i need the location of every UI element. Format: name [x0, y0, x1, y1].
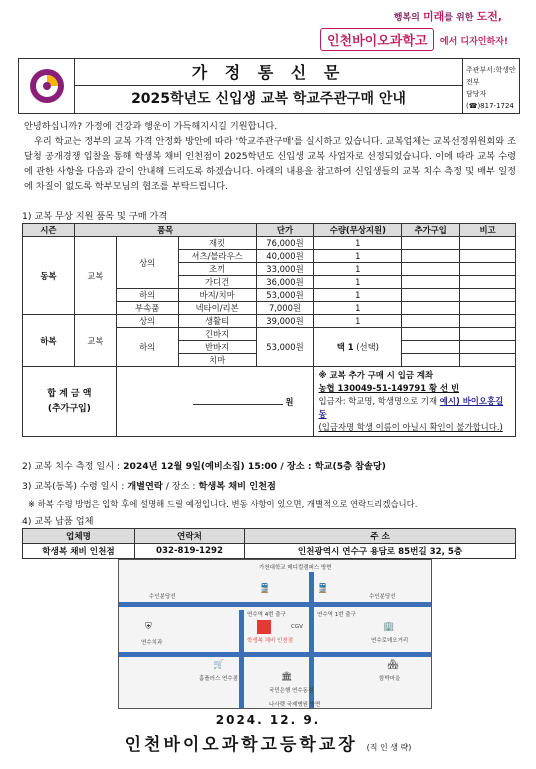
map-road-left: [239, 610, 244, 709]
vendor-phone[interactable]: 032-819-1292: [135, 544, 245, 559]
extra-purchase-cell[interactable]: [402, 341, 460, 354]
hospital-icon: ⛨: [145, 622, 152, 632]
note-cell: [460, 302, 516, 315]
seal-omitted: (직 인 생 략): [366, 743, 412, 752]
col-address: 주 소: [245, 529, 516, 544]
department-info: [463, 59, 521, 113]
extra-purchase-cell[interactable]: [402, 354, 460, 367]
total-title: 합 계 금 액: [47, 388, 92, 399]
account-note: [318, 395, 511, 421]
item-name: 가디건: [178, 276, 256, 289]
total-amount-line: [193, 404, 283, 405]
title-block: [75, 59, 463, 113]
extra-purchase-cell[interactable]: [402, 250, 460, 263]
item-price: 40,000원: [256, 250, 314, 263]
section-2-label: 2) 교복 치수 측정 일시 :: [22, 461, 124, 472]
total-unit: 원: [285, 396, 294, 407]
map-lotte: 연수로데오거리: [371, 638, 409, 644]
account-title: ※ 교복 추가 구매 시 입금 계좌: [318, 370, 434, 380]
intro-paragraph: 우리 학교는 정부의 교복 가격 안정화 방안에 따라 '학교주관구매'를 실시하고 있습니다. 교복업체는 교복선정위원회와 조달청 공개경쟁 입찰을 통해 학생복 채비 인천점이 2025학년도 신입생 교복 사업자로 선정되었습니다. 이에 따라 교복 수령에 관한 사항을 다음과 같이 안내해 드리도록 하겠습니다. 아래의 내용을 참고하여 신입생들의 교복 치수 측정 및 배부 일정에 차질이 없도록 학부모님의 협조를 부탁드립니다.: [24, 136, 516, 192]
bank-account-info: [314, 367, 516, 437]
category-uniform: 교복: [74, 315, 116, 367]
note-cell: [460, 276, 516, 289]
table-row: [23, 544, 516, 559]
part-bottom: 하의: [116, 328, 178, 367]
item-qty: 1: [314, 315, 402, 328]
vendor-header-row: [23, 529, 516, 544]
table-row: [23, 315, 516, 328]
slogan-word: 행복: [393, 13, 412, 23]
slogan-word: 도전,: [476, 10, 502, 23]
school-logo-icon: [27, 66, 67, 106]
vendor-table: [22, 528, 516, 559]
item-name: 치마: [178, 354, 256, 367]
category-uniform: 교복: [74, 237, 116, 315]
item-name: 셔츠/블라우스: [178, 250, 256, 263]
part-top: 상의: [116, 237, 178, 289]
map-market: 홈플러스 연수점: [199, 676, 238, 682]
note-cell: [460, 289, 516, 302]
train-icon: 🚆: [259, 584, 271, 594]
school-slogan-banner: [312, 8, 512, 52]
item-qty: 1: [314, 276, 402, 289]
note-cell: [460, 315, 516, 328]
map-gov: 국민은행 연수동점: [269, 688, 314, 694]
slogan-word: 를 위한: [444, 13, 477, 23]
department: 주관부서:학생안전부: [466, 66, 516, 86]
account-note-text: 입금자: 학교명, 학생명으로 기재: [318, 396, 438, 406]
item-qty: 1: [314, 263, 402, 276]
note-cell: [460, 341, 516, 354]
extra-purchase-cell[interactable]: [402, 289, 460, 302]
item-price: 36,000원: [256, 276, 314, 289]
note-cell: [460, 328, 516, 341]
total-row: [23, 367, 516, 437]
map-dental: 연수치과: [141, 640, 163, 646]
principal-title: 인천바이오과학고등학교장: [124, 735, 358, 755]
map-exit-1: 연수역 1번 출구: [317, 612, 356, 618]
document-type: 가 정 통 신 문: [75, 59, 462, 86]
cart-icon: 🛒: [213, 660, 225, 670]
item-price: 39,000원: [256, 315, 314, 328]
section-2-measure: [22, 458, 386, 472]
slogan-word: 미래: [422, 10, 445, 23]
note-cell: [460, 263, 516, 276]
col-vendor: 업체명: [23, 529, 135, 544]
manager: 담당자: [466, 90, 487, 98]
house-icon: 🏘: [387, 660, 399, 670]
item-name: 반바지: [178, 341, 256, 354]
vendor-name: 학생복 채비 인천점: [23, 544, 135, 559]
map-road-horizontal: [119, 652, 431, 657]
section-3-mid: / 장소 :: [162, 481, 199, 492]
map-vendor-label: 학생복 채비 인천점: [247, 638, 294, 644]
slogan-word: 의: [411, 13, 423, 23]
item-qty-choice: [314, 328, 402, 367]
account-example: 예시) 바이오홍길동: [318, 396, 504, 419]
section-3-receive: [22, 478, 276, 492]
map-station-right: 수인분당선: [369, 594, 396, 600]
school-name-box: 인천바이오과학고: [320, 28, 434, 51]
season-summer: 하복: [23, 315, 75, 367]
item-name: 조끼: [178, 263, 256, 276]
item-qty: 1: [314, 250, 402, 263]
item-price: 76,000원: [256, 237, 314, 250]
extra-purchase-cell[interactable]: [402, 302, 460, 315]
map-direction-bottom: 나사렛 국제병원 방면: [269, 702, 321, 708]
slogan-word: 에서: [439, 37, 461, 47]
col-item: 품목: [74, 224, 256, 237]
section-1-heading: 1) 교복 무상 지원 품목 및 구매 가격: [22, 211, 168, 222]
section-2-value: 2024년 12월 9일(예비소집) 15:00 / 장소 : 학교(5층 참솔당): [123, 461, 386, 472]
part-accessory: 부속품: [116, 302, 178, 315]
note-cell: [460, 354, 516, 367]
total-label: [23, 367, 117, 437]
total-amount-field[interactable]: [116, 367, 314, 437]
item-name: 생활티: [178, 315, 256, 328]
map-exit-4: 연수역 4번 출구: [247, 612, 286, 618]
account-warning: (입금자명 학생 이름이 아닐시 확인이 불가합니다.): [318, 422, 503, 432]
item-price: 53,000원: [256, 289, 314, 302]
table-row: [23, 237, 516, 250]
item-name: 재킷: [178, 237, 256, 250]
uniform-items-table: [22, 223, 516, 437]
item-price: 53,000원: [256, 328, 314, 367]
choose-note: (선택): [356, 342, 379, 352]
item-price: 33,000원: [256, 263, 314, 276]
extra-purchase-cell[interactable]: [402, 237, 460, 250]
extra-purchase-cell[interactable]: [402, 276, 460, 289]
total-sub: (추가구입): [47, 403, 91, 414]
item-price: 7,000원: [256, 302, 314, 315]
document-title: 2025학년도 신입생 교복 학교주관구매 안내: [131, 91, 406, 107]
principal-signature: [0, 730, 536, 755]
bank-icon: 🏛: [281, 672, 293, 682]
phone: (☎)817-1724: [466, 102, 514, 110]
item-qty: 1: [314, 289, 402, 302]
section-3-place: 학생복 채비 인천점: [198, 481, 276, 492]
school-logo: [19, 59, 75, 113]
part-bottom: 하의: [116, 289, 178, 302]
map-apt: 함박마을: [379, 676, 401, 682]
item-name: 긴바지: [178, 328, 256, 341]
note-cell: [460, 250, 516, 263]
col-extra: 추가구입: [402, 224, 460, 237]
item-qty: 1: [314, 237, 402, 250]
choose-one: 택 1: [336, 342, 354, 352]
summer-note: ※ 하복 수령 방법은 입학 후에 설명해 드릴 예정입니다. 변동 사항이 있으면, 개별적으로 연락드리겠습니다.: [28, 499, 418, 509]
slogan-line-1: [394, 8, 502, 24]
item-name: 넥타이/리본: [178, 302, 256, 315]
vendor-address: 인천광역시 연수구 용담로 85번길 32, 5층: [245, 544, 516, 559]
section-3-label: 3) 교복(동복) 수령 일시 :: [22, 481, 128, 492]
col-note: 비고: [460, 224, 516, 237]
extra-purchase-cell[interactable]: [402, 315, 460, 328]
item-name: 바지/치마: [178, 289, 256, 302]
section-3-value: 개별연락: [127, 481, 163, 492]
note-cell: [460, 237, 516, 250]
slogan-line-2: [440, 34, 508, 47]
map-direction-top: 가천대학교 메디컬캠퍼스 방면: [259, 565, 332, 571]
col-quantity: 수량(무상지원): [314, 224, 402, 237]
table-header-row: [23, 224, 516, 237]
issue-date: 2024. 12. 9.: [215, 713, 321, 727]
season-winter: 동복: [23, 237, 75, 315]
slogan-word: 디자인하자!: [460, 37, 508, 47]
newsletter-header: [18, 58, 520, 114]
building-icon: 🏢: [383, 622, 395, 632]
location-map: [118, 559, 432, 709]
train-icon: 🚆: [317, 584, 329, 594]
col-season: 시즌: [23, 224, 75, 237]
map-station-left: 수인분당선: [149, 594, 176, 600]
section-4-heading: 4) 교복 납품 업체: [22, 516, 94, 527]
col-contact: 연락처: [135, 529, 245, 544]
map-rail-line: [119, 602, 431, 607]
part-top: 상의: [116, 315, 178, 328]
extra-purchase-cell[interactable]: [402, 263, 460, 276]
col-price: 단가: [256, 224, 314, 237]
extra-purchase-cell[interactable]: [402, 328, 460, 341]
vendor-location-marker: [257, 620, 271, 634]
greeting: 안녕하십니까? 가정에 건강과 행운이 가득해지시길 기원합니다.: [24, 121, 278, 132]
map-cgv: CGV: [291, 624, 303, 630]
account-number: 농협 130049-51-149791 황 선 빈: [318, 383, 460, 393]
item-qty: 1: [314, 302, 402, 315]
